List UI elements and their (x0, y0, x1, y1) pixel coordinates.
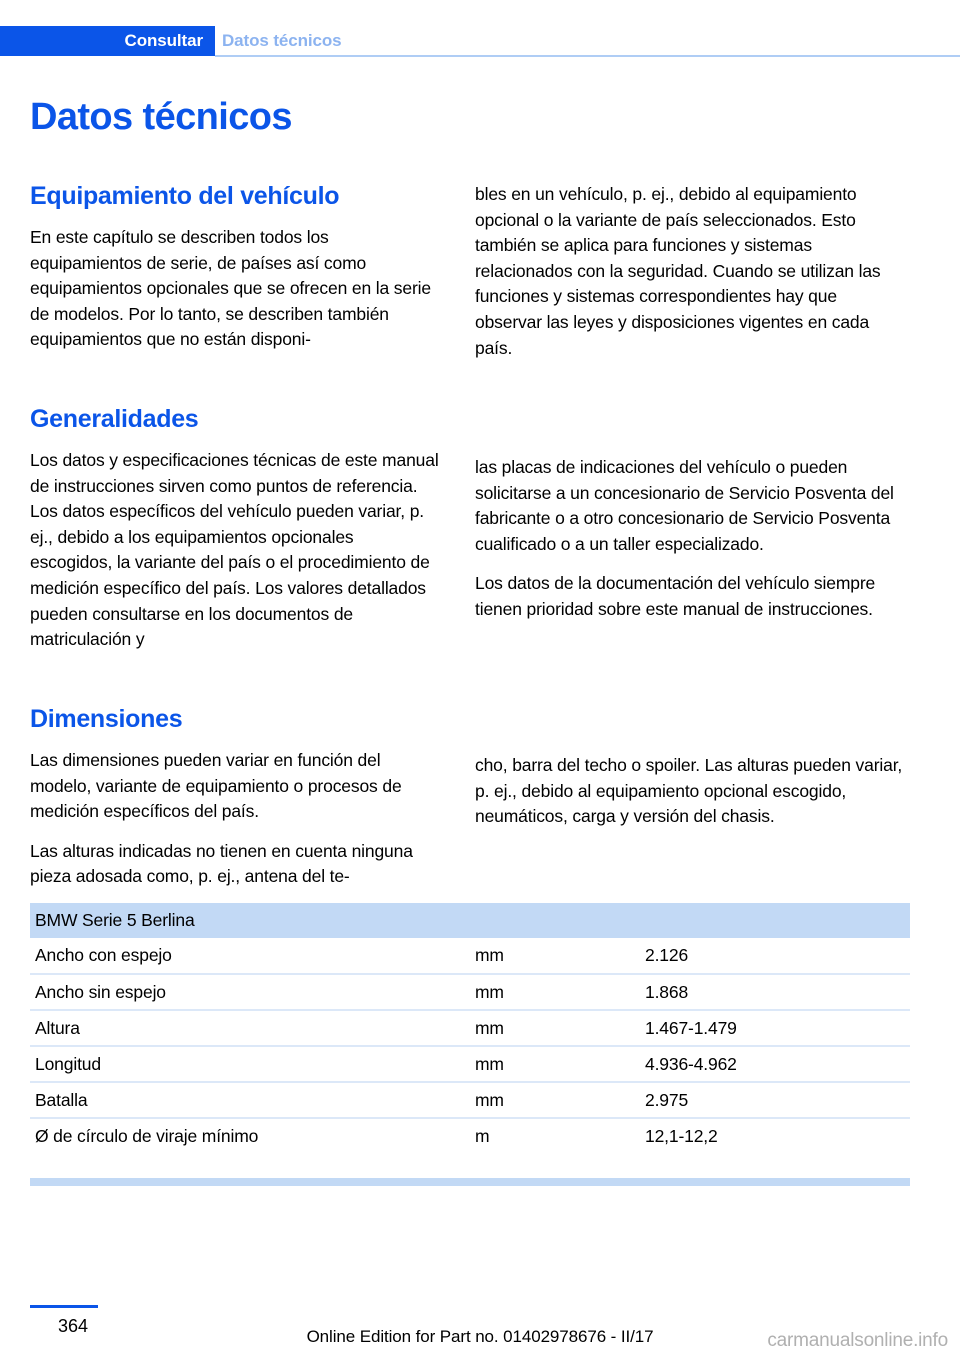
section-dimensiones-left-column (30, 705, 440, 890)
section-heading-equipamiento: Equipamiento del vehículo (30, 182, 340, 210)
section-equipamiento-right-column (475, 182, 905, 361)
table-cell-value: 2.975 (645, 1082, 910, 1118)
section-equipamiento-left-column (30, 182, 440, 353)
breadcrumb-section[interactable]: Datos técnicos (222, 31, 342, 50)
table-row (30, 1046, 910, 1082)
paragraph: Los datos y especificaciones técnicas de este manual de instrucciones sirven como puntos de referencia. Los datos específicos del vehículo pueden variar, p. ej., debido a los equipamientos opcionales escogidos, la variante del país o el procedimiento de medición específico del país. Los valores detallados pueden consultarse en los documentos de matriculación y (30, 450, 439, 650)
table-cell-unit: mm (475, 945, 504, 965)
section-generalidades-left-column (30, 405, 440, 653)
spacer (30, 434, 440, 448)
spacer (30, 734, 440, 748)
table-cell-label: Altura (30, 1010, 475, 1046)
table-cell-label: Ancho con espejo (35, 945, 172, 965)
page-title: Datos técnicos (30, 96, 292, 138)
table-row (30, 1118, 910, 1154)
watermark: carmanualsonline.info (767, 1330, 948, 1351)
table-row (30, 938, 910, 974)
table-cell-label: Longitud (30, 1046, 475, 1082)
paragraph: Las alturas indicadas no tienen en cuenta ninguna pieza adosada como, p. ej., antena del te- (30, 840, 413, 887)
table-cell-unit: mm (475, 974, 645, 1010)
table-cell-value: 12,1-12,2 (645, 1118, 910, 1154)
table-bottom-bar (30, 1178, 910, 1186)
table-body (30, 938, 910, 1154)
table-cell-value: 2.126 (645, 945, 689, 965)
breadcrumb-divider (215, 55, 960, 57)
table-cell-value: 4.936-4.962 (645, 1046, 910, 1082)
table-cell-label: Ø de círculo de viraje mínimo (30, 1118, 475, 1154)
page-number: 364 (58, 1316, 89, 1336)
paragraph: las placas de indicaciones del vehículo o pueden solicitarse a un concesionario de Servicio Posventa del fabricante o a otro concesionario de Servicio Posventa cualificado o a un taller especializado. (475, 457, 894, 554)
table-cell-unit: mm (475, 1046, 645, 1082)
table-cell-label: Ancho sin espejo (30, 974, 475, 1010)
paragraph: En este capítulo se describen todos los equipamientos de serie, de países así como equipamientos opcionales que se ofrecen en la serie de modelos. Por lo tanto, se describen también equipamientos que no están disponi- (30, 227, 431, 350)
paragraph: cho, barra del techo o spoiler. Las alturas pueden variar, p. ej., debido al equipamiento opcional escogido, neumáticos, carga y versión del chasis. (475, 755, 903, 827)
table-row (30, 974, 910, 1010)
breadcrumb (0, 26, 960, 56)
table-cell-label: Batalla (30, 1082, 475, 1118)
paragraph: Las dimensiones pueden variar en función del modelo, variante de equipamiento o procesos de medición específicos del país. (30, 750, 402, 822)
section-heading-dimensiones: Dimensiones (30, 705, 183, 733)
table-header-row (30, 903, 910, 938)
table-cell-value: 1.467-1.479 (645, 1010, 910, 1046)
paragraph: Los datos de la documentación del vehículo siempre tienen prioridad sobre este manual de instrucciones. (475, 573, 876, 619)
table-cell-value: 1.868 (645, 974, 910, 1010)
table-header-title: BMW Serie 5 Berlina (30, 903, 910, 938)
section-heading-generalidades: Generalidades (30, 405, 199, 433)
breadcrumb-chapter[interactable]: Consultar (0, 26, 215, 56)
section-dimensiones-right-column (475, 753, 905, 830)
paragraph: bles en un vehículo, p. ej., debido al equipamiento opcional o la variante de país seleccionados. Esto también se aplica para funciones y sistemas relacionados con la seguridad. Cuando se utilizan las funciones y sistemas correspondientes hay que observar las leyes y disposiciones vigentes en cada país. (475, 184, 881, 358)
footer-note: Online Edition for Part no. 01402978676 - II/17 (306, 1327, 654, 1346)
specifications-table (30, 903, 910, 1154)
table-row (30, 1082, 910, 1118)
spacer (30, 211, 440, 225)
table-cell-unit: mm (475, 1010, 645, 1046)
table-head (30, 903, 910, 938)
table-row (30, 1010, 910, 1046)
table-cell-unit: m (475, 1118, 645, 1154)
section-generalidades-right-column (475, 455, 905, 623)
table-cell-unit: mm (475, 1082, 645, 1118)
footer-divider (30, 1305, 98, 1308)
